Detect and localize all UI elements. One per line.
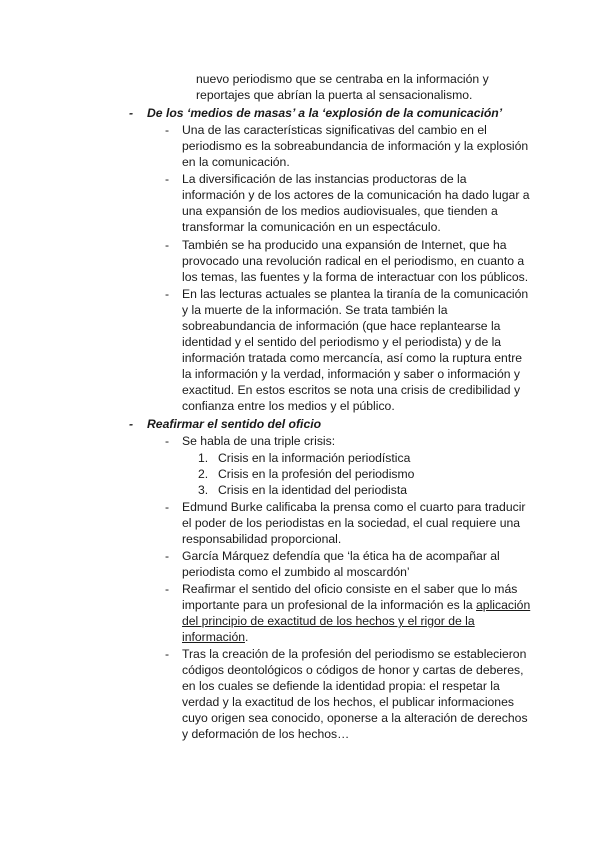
list-item-line: Tras la creación de la profesión del periodismo se establecieron [182, 647, 527, 661]
list-item-line: Edmund Burke calificaba la prensa como el cuarto para traducir [182, 500, 526, 514]
list-item-line: Reafirmar el sentido del oficio consiste en el saber que lo más [182, 582, 518, 596]
list-bullet: - [165, 434, 170, 448]
list-bullet: - [165, 647, 170, 661]
numbered-item-text: Crisis en la profesión del periodismo [218, 467, 415, 481]
list-item-line: el poder de los periodistas en la sociedad, el cual requiere una [182, 516, 521, 530]
list-item-line: cuyo origen sea conocido, oponerse a la alteración de derechos [182, 711, 528, 725]
list-item-line: responsabilidad proporcional. [182, 532, 342, 546]
list-bullet: - [165, 287, 170, 301]
list-bullet: - [165, 500, 170, 514]
list-item-line: También se ha producido una expansión de Internet, que ha [182, 238, 507, 252]
list-item-line: La diversificación de las instancias productoras de la [182, 172, 467, 186]
list-bullet: - [165, 172, 170, 186]
list-bullet: - [165, 549, 170, 563]
numbered-item-number: 2. [198, 467, 209, 481]
list-item-line: García Márquez defendía que ‘la ética ha de acompañar al [182, 549, 500, 563]
list-item-line: provocado una revolución radical en el periodismo, en cuanto a [182, 254, 525, 268]
numbered-item-text: Crisis en la identidad del periodista [218, 483, 408, 497]
plain-text: importante para un profesional de la información es la [182, 598, 477, 612]
list-item-line: sobreabundancia de información (que hace replantearse la [182, 319, 501, 333]
list-bullet: - [165, 582, 170, 596]
list-item-line: una expansión de los medios audiovisuales, que tienden a [182, 204, 498, 218]
plain-text: . [245, 630, 249, 644]
list-item-line: los temas, las fuentes y la forma de interactuar con los públicos. [182, 270, 529, 284]
list-item-line: información tratada como mercancía, así como la ruptura entre [182, 351, 523, 365]
intro-line: nuevo periodismo que se centraba en la información y [196, 72, 489, 86]
list-item-line: identidad y el sentido del periodismo y el periodista) y de la [182, 335, 502, 349]
list-item-line: verdad y la exactitud de los hechos, el publicar informaciones [182, 695, 514, 709]
list-item-line: transformar la comunicación en un espectáculo. [182, 220, 441, 234]
underlined-text: del principio de exactitud de los hechos y el rigor de la [182, 614, 475, 628]
list-item-line: Se habla de una triple crisis: [182, 434, 336, 448]
list-item-line: información y de los actores de la comunicación ha dado lugar a [182, 188, 530, 202]
list-item-line: periodista como el zumbido al moscardón’ [182, 565, 410, 579]
list-item-line: la información y la verdad, información y saber o información y [182, 367, 521, 381]
underlined-text: información [182, 630, 245, 644]
list-item-line: En las lecturas actuales se plantea la tiranía de la comunicación [182, 287, 529, 301]
list-item-line: en la comunicación. [182, 155, 290, 169]
list-item-line: confianza entre los medios y el público. [182, 399, 395, 413]
section-bullet: - [129, 417, 134, 431]
list-item-line: exactitud. En estos escritos se nota una crisis de credibilidad y [182, 383, 521, 397]
underlined-text: aplicación [476, 598, 531, 612]
section-heading: De los ‘medios de masas’ a la ‘explosión de la comunicación’ [147, 106, 503, 120]
list-item-line: y deformación de los hechos… [182, 727, 350, 741]
intro-line: reportajes que abrían la puerta al sensacionalismo. [196, 88, 473, 102]
list-item-line: periodismo es la sobreabundancia de información y la explosión [182, 139, 529, 153]
list-item-line: y la muerte de la información. Se trata también la [182, 303, 448, 317]
list-item-line [182, 629, 248, 645]
section-bullet: - [129, 106, 134, 120]
numbered-item-number: 3. [198, 483, 209, 497]
list-item-line: códigos deontológicos o códigos de honor y cartas de deberes, [182, 663, 524, 677]
numbered-item-text: Crisis en la información periodística [218, 451, 411, 465]
list-bullet: - [165, 123, 170, 137]
section-heading: Reafirmar el sentido del oficio [147, 417, 322, 431]
list-item-line [182, 597, 530, 613]
list-bullet: - [165, 238, 170, 252]
numbered-item-number: 1. [198, 451, 209, 465]
list-item-line: Una de las características significativas del cambio en el [182, 123, 487, 137]
list-item-line: en los cuales se defiende la identidad propia: el respetar la [182, 679, 500, 693]
